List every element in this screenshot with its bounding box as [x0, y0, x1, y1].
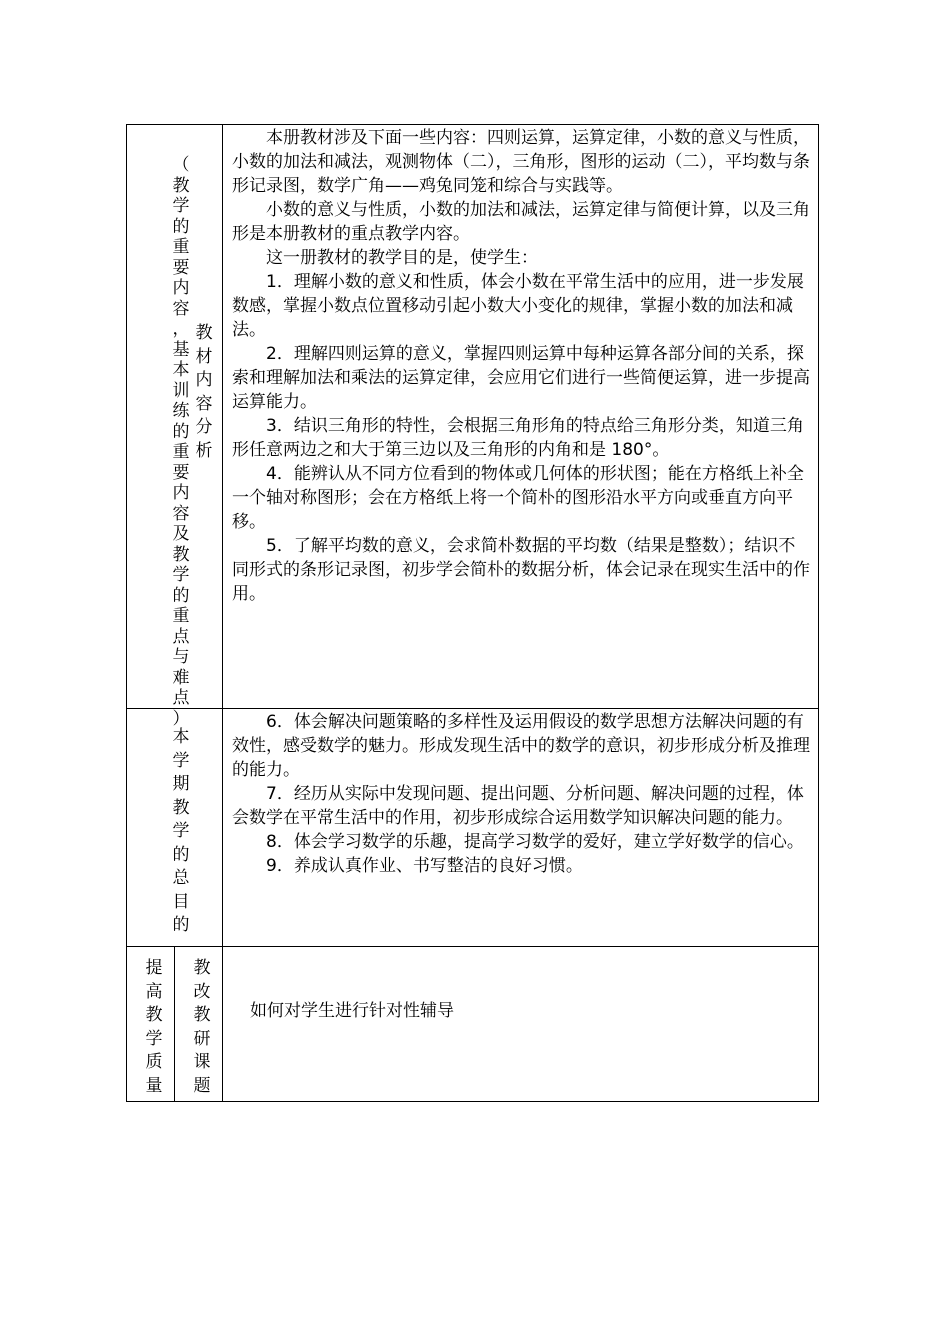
border-bottom [126, 1101, 819, 1102]
border-top [126, 124, 819, 125]
border-right [818, 124, 819, 1102]
paragraph: 5．了解平均数的意义，会求简朴数据的平均数（结果是整数）；结识不同形式的条形记录图，初步学会简朴的数据分析，体会记录在现实生活中的作用。 [232, 536, 810, 604]
analysis-subtitle-vertical: （ 教 学 的 重 要 内 容 ， 基 本 训 练 的 重 要 内 容 及 教 学 的 重 点 与 难 点 ） [172, 155, 190, 729]
research-topic: 如何对学生进行针对性辅导 [250, 1001, 454, 1021]
divider-label-content [222, 124, 223, 1102]
paragraph: 8．体会学习数学的乐趣，提高学习数学的爱好，建立学好数学的信心。 [266, 832, 804, 852]
paragraph: 小数的意义与性质，小数的加法和减法，运算定律与简便计算，以及三角形是本册教材的重点教学内容。 [232, 200, 810, 244]
paragraph: 7．经历从实际中发现问题、提出问题、分析问题、解决问题的过程，体会数学在平常生活中的作用，初步形成综合运用数学知识解决问题的能力。 [232, 784, 804, 828]
divider-inner-label [174, 946, 175, 1102]
paragraph: 9．养成认真作业、书写整洁的良好习惯。 [266, 856, 583, 876]
row-divider-2 [126, 946, 819, 947]
border-left [126, 124, 127, 1102]
research-inner-label-vertical: 教 改 教 研 课 题 [193, 958, 211, 1096]
analysis-content [232, 126, 810, 606]
paragraph: 6．体会解决问题策略的多样性及运用假设的数学思想方法解决问题的有效性，感受数学的魅力。形成发现生活中的数学的意识，初步形成分析及推理的能力。 [232, 712, 810, 780]
paragraph: 3．结识三角形的特性，会根据三角形角的特点给三角形分类，知道三角形任意两边之和大于第三边以及三角形的内角和是 180°。 [232, 416, 804, 460]
paragraph: 本册教材涉及下面一些内容：四则运算，运算定律，小数的意义与性质，小数的加法和减法，观测物体（二），三角形，图形的运动（二），平均数与条形记录图，数学广角——鸡兔同笼和综合与实践等。 [232, 128, 810, 196]
goals-content [232, 710, 810, 878]
paragraph: 这一册教材的教学目的是，使学生： [266, 248, 538, 268]
analysis-title-vertical: 教 材 内 容 分 析 [195, 323, 213, 461]
row-divider-1 [126, 708, 819, 709]
research-outer-label-vertical: 提 高 教 学 质 量 [145, 958, 163, 1096]
goals-title-vertical: 本 学 期 教 学 的 总 目 的 [172, 727, 190, 935]
paragraph: 4．能辨认从不同方位看到的物体或几何体的形状图；能在方格纸上补全一个轴对称图形；会在方格纸上将一个简朴的图形沿水平方向或垂直方向平移。 [232, 464, 804, 532]
paragraph: 1．理解小数的意义和性质，体会小数在平常生活中的应用，进一步发展数感，掌握小数点位置移动引起小数大小变化的规律，掌握小数的加法和减法。 [232, 272, 804, 340]
paragraph: 2．理解四则运算的意义，掌握四则运算中每种运算各部分间的关系，探索和理解加法和乘法的运算定律，会应用它们进行一些简便运算，进一步提高运算能力。 [232, 344, 810, 412]
